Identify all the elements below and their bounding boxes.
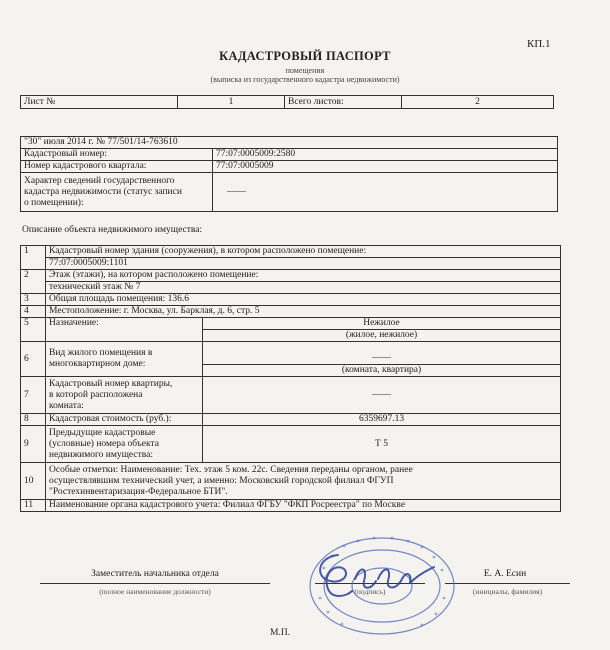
signer-name: Е. А. Есин <box>483 569 527 579</box>
cadastral-number-value: 77:07:0005009:2580 <box>213 149 558 161</box>
sheet-value: 1 <box>178 96 285 109</box>
apartment-number-label <box>46 377 203 414</box>
location: Местоположение: г. Москва, ул. Барклая, д. 6, стр. 5 <box>46 306 561 318</box>
cadastral-cost-value: 6359697.13 <box>203 414 561 426</box>
position-hint: (полное наименование должности) <box>99 587 211 596</box>
date-line: "30" июля 2014 г. № 77/501/14-763610 <box>21 137 558 149</box>
building-number-label: Кадастровый номер здания (сооружения), в котором расположено помещение: <box>46 246 561 258</box>
label-line: в которой расположена <box>49 389 143 400</box>
label-line: Кадастровый номер квартиры, <box>49 378 173 389</box>
row-number: 9 <box>21 426 46 463</box>
row-number: 8 <box>21 414 46 426</box>
status-label-line: кадастра недвижимости (статус записи <box>24 186 182 197</box>
form-code: КП.1 <box>527 38 551 50</box>
total-sheets-label: Всего листов: <box>285 96 402 109</box>
registry-table <box>20 136 558 212</box>
label-line: Вид жилого помещения в <box>49 348 153 358</box>
purpose-hint: (жилое, нежилое) <box>203 330 561 342</box>
status-label-line: о помещении): <box>24 197 84 208</box>
handwritten-signature-icon <box>300 545 440 605</box>
quarter-number-value: 77:07:0005009 <box>213 161 558 173</box>
dwelling-type-hint: (комната, квартира) <box>203 365 561 377</box>
status-label <box>21 173 213 212</box>
seal-place-label: М.П. <box>270 628 291 638</box>
purpose-label: Назначение: <box>46 318 203 342</box>
position-underline <box>40 583 270 584</box>
building-number-value: 77:07:0005009:1101 <box>46 258 561 270</box>
sheet-label: Лист № <box>21 96 178 109</box>
row-number: 2 <box>21 270 46 294</box>
document-subtitle: помещения <box>285 66 325 75</box>
label-line: недвижимого имущества: <box>49 449 153 460</box>
status-label-line: Характер сведений государственного <box>24 175 175 186</box>
label-line: (условные) номера объекта <box>49 438 160 449</box>
row-number: 7 <box>21 377 46 414</box>
cadastral-number-label: Кадастровый номер: <box>21 149 213 161</box>
total-sheets-value: 2 <box>402 96 554 109</box>
special-notes-line: Особые отметки: Наименование: Тех. этаж 5 ком. 22с. Сведения переданы органом, ранее <box>49 464 413 475</box>
row-number: 6 <box>21 342 46 377</box>
document-subtitle-extract: (выписка из государственного кадастра недвижимости) <box>210 75 400 84</box>
special-notes-line: "Ростехинвентаризация-Федеральное БТИ". <box>49 486 228 497</box>
apartment-number-value: —— <box>203 377 561 414</box>
row-number: 4 <box>21 306 46 318</box>
name-hint: (инициалы, фамилия) <box>472 587 543 596</box>
floor-value: технический этаж № 7 <box>46 282 561 294</box>
cadastral-cost-label: Кадастровая стоимость (руб.): <box>46 414 203 426</box>
description-table <box>20 245 561 512</box>
label-line: многоквартирном доме: <box>49 359 146 369</box>
previous-numbers-label <box>46 426 203 463</box>
label-line: комната: <box>49 400 84 411</box>
previous-numbers-value: Т 5 <box>203 426 561 463</box>
status-value: —— <box>213 173 558 212</box>
label-line: Предыдущие кадастровые <box>49 427 156 438</box>
total-area: Общая площадь помещения: 136.6 <box>46 294 561 306</box>
row-number: 3 <box>21 294 46 306</box>
description-heading: Описание объекта недвижимого имущества: <box>22 225 203 235</box>
dwelling-type-label <box>46 342 203 377</box>
special-notes <box>46 463 561 500</box>
special-notes-line: осуществлявшим технический учет, а именно: Московский городской филиал ФГУП <box>49 475 394 486</box>
row-number: 11 <box>21 500 46 512</box>
dwelling-type-value: —— <box>203 342 561 365</box>
quarter-number-label: Номер кадастрового квартала: <box>21 161 213 173</box>
floor-label: Этаж (этажи), на котором расположено помещение: <box>46 270 561 282</box>
document-title: КАДАСТРОВЫЙ ПАСПОРТ <box>219 49 391 63</box>
row-number: 10 <box>21 463 46 500</box>
row-number: 1 <box>21 246 46 270</box>
registration-authority: Наименование органа кадастрового учета: Филиал ФГБУ "ФКП Росреестра" по Москве <box>46 500 561 512</box>
signature-hint: (подпись) <box>354 587 386 596</box>
sheet-table <box>20 95 554 109</box>
row-number: 5 <box>21 318 46 342</box>
name-underline <box>445 583 570 584</box>
purpose-value: Нежилое <box>203 318 561 330</box>
signer-position: Заместитель начальника отдела <box>91 569 219 579</box>
